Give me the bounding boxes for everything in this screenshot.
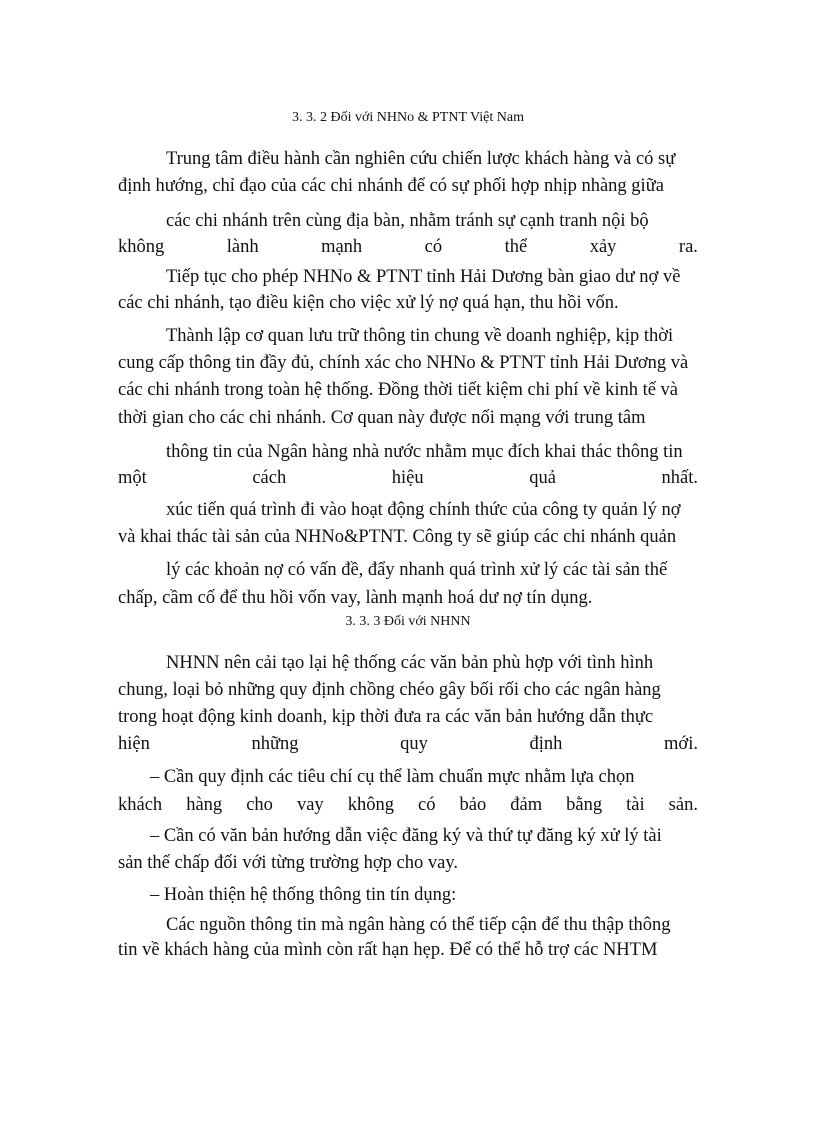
word: mạnh xyxy=(321,237,363,257)
word: một xyxy=(118,468,147,488)
word: thể xyxy=(504,237,528,257)
paragraph-line: NHNN nên cải tạo lại hệ thống các văn bản phù hợp với tình hình xyxy=(166,653,654,673)
word: cách xyxy=(252,468,287,488)
paragraph-line: thông tin của Ngân hàng nhà nước nhằm mục đích khai thác thông tin xyxy=(166,442,683,462)
word: sản. xyxy=(668,795,698,815)
paragraph-line: chung, loại bỏ những quy định chồng chéo gây bối rối cho các ngân hàng xyxy=(118,680,661,700)
paragraph-line-justified xyxy=(118,793,698,817)
paragraph-line: các chi nhánh, tạo điều kiện cho việc xử lý nợ quá hạn, thu hồi vốn. xyxy=(118,293,619,313)
word: lành xyxy=(226,237,259,257)
bullet-line: – Cần quy định các tiêu chí cụ thể làm chuẩn mực nhằm lựa chọn xyxy=(150,767,635,787)
paragraph-line-justified xyxy=(118,732,698,756)
word: tài xyxy=(626,795,645,815)
word: bằng xyxy=(566,795,603,815)
word: vay xyxy=(296,795,324,815)
word: khách xyxy=(118,795,163,815)
section-heading-3-3-3: 3. 3. 3 Đối với NHNN xyxy=(345,614,471,629)
word: hàng xyxy=(186,795,223,815)
word: nhất. xyxy=(661,468,698,488)
paragraph-line: sản thế chấp đối với từng trường hợp cho vay. xyxy=(118,853,459,873)
paragraph-line: lý các khoản nợ có vấn đề, đẩy nhanh quá trình xử lý các tài sản thế xyxy=(166,560,668,580)
word: những xyxy=(251,734,299,754)
word: mới. xyxy=(664,734,698,754)
word: xảy xyxy=(589,237,617,257)
paragraph-line-justified xyxy=(118,235,698,259)
paragraph-line: trong hoạt động kinh doanh, kịp thời đưa ra các văn bản hướng dẫn thực xyxy=(118,707,654,727)
paragraph-line: cung cấp thông tin đầy đủ, chính xác cho NHNo & PTNT tỉnh Hải Dương và xyxy=(118,353,689,373)
word: quả xyxy=(529,468,556,488)
section-heading-3-3-2: 3. 3. 2 Đối với NHNo & PTNT Việt Nam xyxy=(292,110,524,125)
paragraph-line: chấp, cầm cố để thu hồi vốn vay, lành mạnh hoá dư nợ tín dụng. xyxy=(118,588,593,608)
word: có xyxy=(418,795,436,815)
word: hiệu xyxy=(391,468,424,488)
word: không xyxy=(347,795,394,815)
word: bảo xyxy=(459,795,487,815)
word: hiện xyxy=(118,734,150,754)
paragraph-line: định hướng, chỉ đạo của các chi nhánh để có sự phối hợp nhịp nhàng giữa xyxy=(118,176,664,196)
word: đảm xyxy=(510,795,543,815)
word: ra. xyxy=(678,237,698,257)
paragraph-line: các chi nhánh trong toàn hệ thống. Đồng thời tiết kiệm chi phí về kinh tế và xyxy=(118,380,679,400)
paragraph-line: Các nguồn thông tin mà ngân hàng có thể tiếp cận để thu thập thông xyxy=(166,915,671,935)
paragraph-line: thời gian cho các chi nhánh. Cơ quan này được nối mạng với trung tâm xyxy=(118,408,646,428)
word: có xyxy=(424,237,443,257)
bullet-line: – Hoàn thiện hệ thống thông tin tín dụng: xyxy=(150,885,457,905)
paragraph-line: Thành lập cơ quan lưu trữ thông tin chung về doanh nghiệp, kịp thời xyxy=(166,326,674,346)
paragraph-line: các chi nhánh trên cùng địa bàn, nhằm tránh sự cạnh tranh nội bộ xyxy=(166,211,649,231)
word: cho xyxy=(246,795,273,815)
paragraph-line: tin về khách hàng của mình còn rất hạn hẹp. Để có thể hỗ trợ các NHTM xyxy=(118,940,658,960)
word: không xyxy=(118,237,165,257)
paragraph-line: và khai thác tài sản của NHNo&PTNT. Công ty sẽ giúp các chi nhánh quản xyxy=(118,527,677,547)
paragraph-line-justified xyxy=(118,466,698,490)
word: định xyxy=(529,734,563,754)
paragraph-line: xúc tiến quá trình đi vào hoạt động chính thức của công ty quản lý nợ xyxy=(166,500,681,520)
word: quy xyxy=(400,734,428,754)
bullet-line: – Cần có văn bản hướng dẫn việc đăng ký và thứ tự đăng ký xử lý tài xyxy=(150,826,662,846)
paragraph-line: Tiếp tục cho phép NHNo & PTNT tỉnh Hải Dương bàn giao dư nợ về xyxy=(166,267,681,287)
paragraph-line: Trung tâm điều hành cần nghiên cứu chiến lược khách hàng và có sự xyxy=(166,149,676,169)
